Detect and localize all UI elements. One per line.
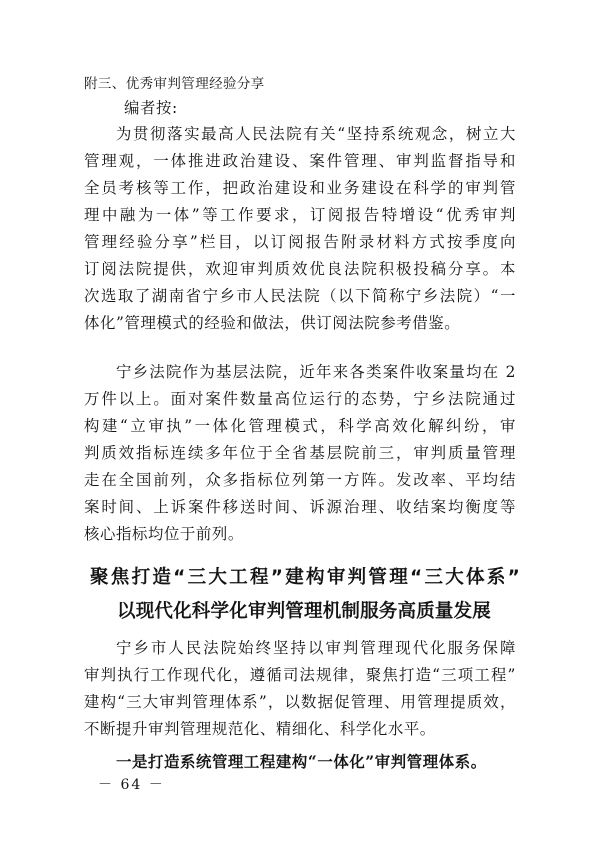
body-line: 宁乡市人民法院始终坚持以审判管理现代化服务保障 (116, 639, 516, 657)
editor-note-line: 次选取了湖南省宁乡市人民法院（以下简称宁乡法院）“一 (84, 287, 516, 305)
intro-line: 核心指标均位于前列。 (84, 525, 244, 543)
intro-line: 走在全国前列，众多指标位列第一方阵。发改率、平均结 (84, 471, 516, 489)
article-title-line-2: 以现代化科学化审判管理机制服务高质量发展 (117, 601, 492, 622)
editor-note-line: 管理经验分享”栏目，以订阅报告附录材料方式按季度向 (84, 233, 516, 251)
intro-line: 判质效指标连续多年位于全省基层院前三，审判质量管理 (84, 444, 516, 462)
editor-note-line: 管理观，一体推进政治建设、案件管理、审判监督指导和 (84, 152, 516, 170)
article-title-line-1: 聚焦打造“三大工程”建构审判管理“三大体系” (90, 567, 520, 588)
body-line: 不断提升审判管理规范化、精细化、科学化水平。 (84, 720, 436, 738)
intro-line: 宁乡法院作为基层法院，近年来各类案件收案量均在 2 (116, 363, 516, 381)
body-line: 建构“三大审判管理体系”，以数据促管理、用管理提质效， (84, 693, 516, 711)
editor-note-label: 编者按: (124, 99, 178, 117)
editor-note-line: 全员考核等工作，把政治建设和业务建设在科学的审判管 (84, 179, 516, 197)
page-number: － 64 － (98, 777, 165, 793)
body-line: 审判执行工作现代化，遵循司法规律，聚焦打造“三项工程” (84, 666, 516, 684)
editor-note-line: 体化”管理模式的经验和做法，供订阅法院参考借鉴。 (84, 314, 461, 332)
editor-note-line: 理中融为一体”等工作要求，订阅报告特增设“优秀审判 (84, 206, 516, 224)
intro-line: 案时间、上诉案件移送时间、诉源治理、收结案均衡度等 (84, 498, 516, 516)
section-heading: 一是打造系统管理工程建构“一体化”审判管理体系。 (116, 753, 487, 771)
appendix-header: 附三、优秀审判管理经验分享 (84, 76, 265, 92)
editor-note-line: 订阅法院提供，欢迎审判质效优良法院积极投稿分享。本 (84, 260, 516, 278)
intro-line: 万件以上。面对案件数量高位运行的态势，宁乡法院通过 (84, 390, 516, 408)
intro-line: 构建“立审执”一体化管理模式，科学高效化解纠纷，审 (84, 417, 516, 435)
editor-note-line: 为贯彻落实最高人民法院有关“坚持系统观念，树立大 (116, 125, 516, 143)
